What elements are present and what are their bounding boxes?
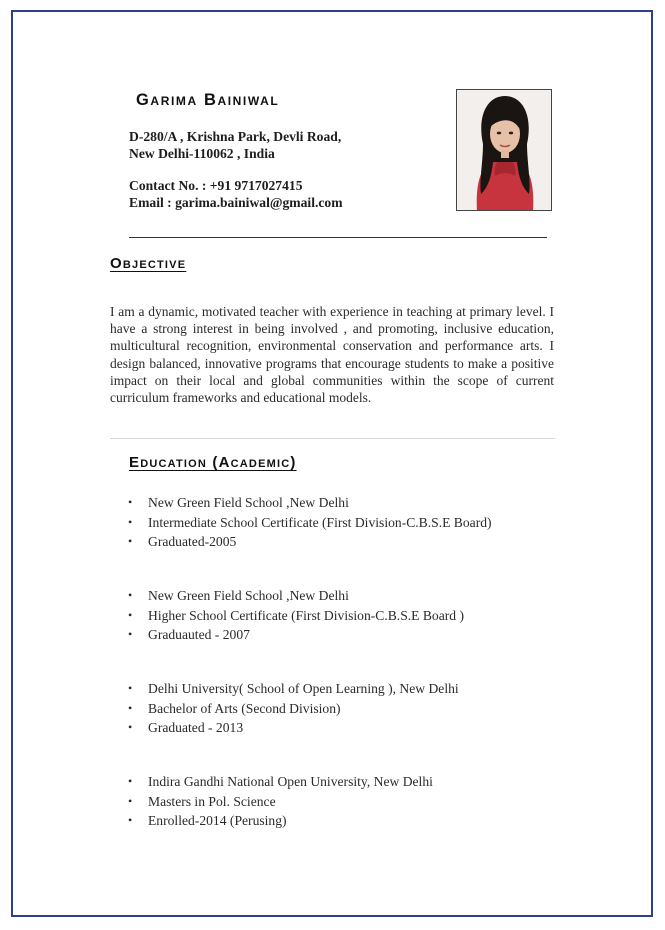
portrait-icon bbox=[457, 90, 552, 211]
list-item: • Higher School Certificate (First Division-C.B.S.E Board ) bbox=[126, 606, 464, 626]
bullet-icon: • bbox=[128, 793, 133, 808]
header-divider bbox=[129, 237, 547, 238]
bullet-icon: • bbox=[128, 700, 133, 715]
list-item: • New Green Field School ,New Delhi bbox=[126, 586, 464, 606]
objective-text: I am a dynamic, motivated teacher with experience in teaching at primary level. I have a strong interest in being involved , and promoting, inclusive education, multicultural recognition, environmental conservation and performance arts. I design balanced, innovative programs that encourage students to make a positive impact on their local and global communities within the scope of current curriculum frameworks and educational models. bbox=[110, 304, 554, 406]
list-item: • Enrolled-2014 (Perusing) bbox=[126, 811, 433, 831]
list-item: • Graduated - 2013 bbox=[126, 718, 459, 738]
bullet-icon: • bbox=[128, 774, 133, 788]
bullet-icon: • bbox=[128, 607, 133, 622]
email-address: Email : garima.bainiwal@gmail.com bbox=[129, 195, 343, 210]
bullet-icon: • bbox=[128, 681, 133, 695]
education-group-2 bbox=[126, 586, 464, 645]
education-group-4 bbox=[126, 772, 433, 831]
list-item: • New Green Field School ,New Delhi bbox=[126, 493, 492, 513]
objective-heading: Objective bbox=[110, 255, 187, 272]
bullet-icon: • bbox=[128, 514, 133, 529]
list-item: • Masters in Pol. Science bbox=[126, 792, 433, 812]
list-item: • Graduated-2005 bbox=[126, 532, 492, 552]
section-divider bbox=[110, 438, 555, 439]
bullet-icon: • bbox=[128, 495, 133, 509]
bullet-icon: • bbox=[128, 534, 133, 549]
education-group-3 bbox=[126, 679, 459, 738]
address-line-2: New Delhi-110062 , India bbox=[129, 146, 275, 161]
bullet-icon: • bbox=[128, 588, 133, 602]
address-line-1: D-280/A , Krishna Park, Devli Road, bbox=[129, 129, 342, 144]
list-item: • Indira Gandhi National Open University, New Delhi bbox=[126, 772, 433, 792]
list-item: • Delhi University( School of Open Learning ), New Delhi bbox=[126, 679, 459, 699]
bullet-icon: • bbox=[128, 813, 133, 828]
education-heading: Education (Academic) bbox=[129, 454, 297, 471]
portrait-photo bbox=[456, 89, 552, 211]
bullet-icon: • bbox=[128, 720, 133, 735]
list-item: • Bachelor of Arts (Second Division) bbox=[126, 699, 459, 719]
contact-number: Contact No. : +91 9717027415 bbox=[129, 178, 303, 193]
education-group-1 bbox=[126, 493, 492, 552]
bullet-icon: • bbox=[128, 627, 133, 642]
list-item: • Intermediate School Certificate (First Division-C.B.S.E Board) bbox=[126, 513, 492, 533]
list-item: • Graduauted - 2007 bbox=[126, 625, 464, 645]
resume-name: Garima Bainiwal bbox=[136, 91, 280, 109]
